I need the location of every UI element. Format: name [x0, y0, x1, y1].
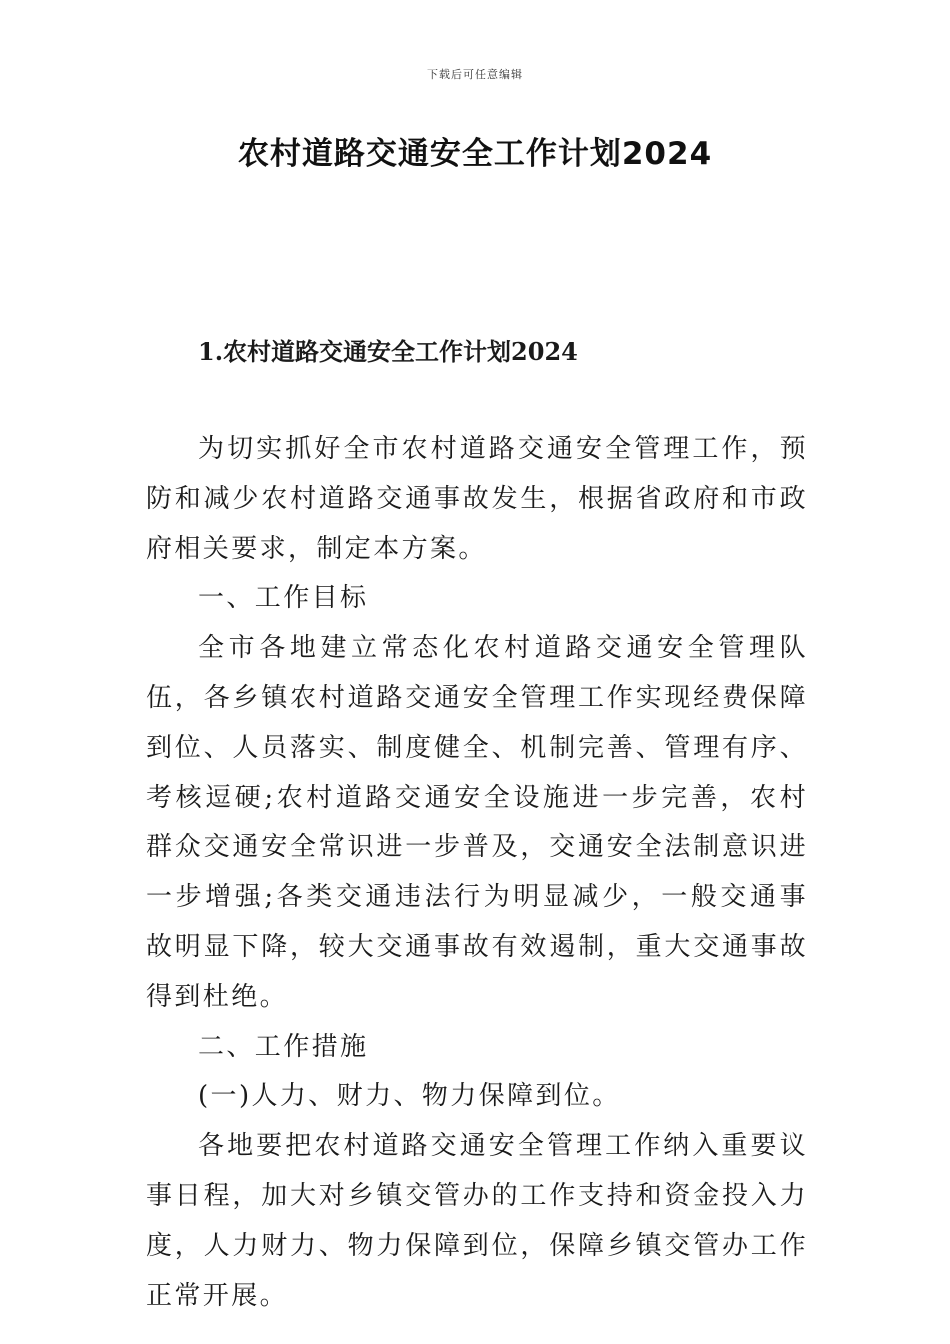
- section-heading: 1.农村道路交通安全工作计划2024: [198, 337, 578, 366]
- page-header-note: 下载后可任意编辑: [427, 68, 523, 81]
- subheading-resources: (一)人力、财力、物力保障到位。: [198, 1081, 621, 1112]
- document-title: 农村道路交通安全工作计划2024: [237, 136, 713, 172]
- heading-work-measures: 二、工作措施: [198, 1031, 369, 1062]
- goals-paragraph: 全市各地建立常态化农村道路交通安全管理队伍，各乡镇农村道路交通安全管理工作实现经费保障到位、人员落实、制度健全、机制完善、管理有序、考核逗硬;农村道路交通安全设施进一步完善，农村群众交通安全常识进一步普及，交通安全法制意识进一步增强;各类交通违法行为明显减少，一般交通事故明显下降，较大交通事故有效遏制，重大交通事故得到杜绝。: [146, 633, 808, 1012]
- intro-paragraph: 为切实抓好全市农村道路交通安全管理工作，预防和减少农村道路交通事故发生，根据省政府和市政府相关要求，制定本方案。: [146, 434, 808, 564]
- document-body: [146, 425, 808, 1321]
- heading-work-goals: 一、工作目标: [198, 583, 369, 614]
- resources-paragraph: 各地要把农村道路交通安全管理工作纳入重要议事日程，加大对乡镇交管办的工作支持和资金投入力度，人力财力、物力保障到位，保障乡镇交管办工作正常开展。: [146, 1131, 808, 1311]
